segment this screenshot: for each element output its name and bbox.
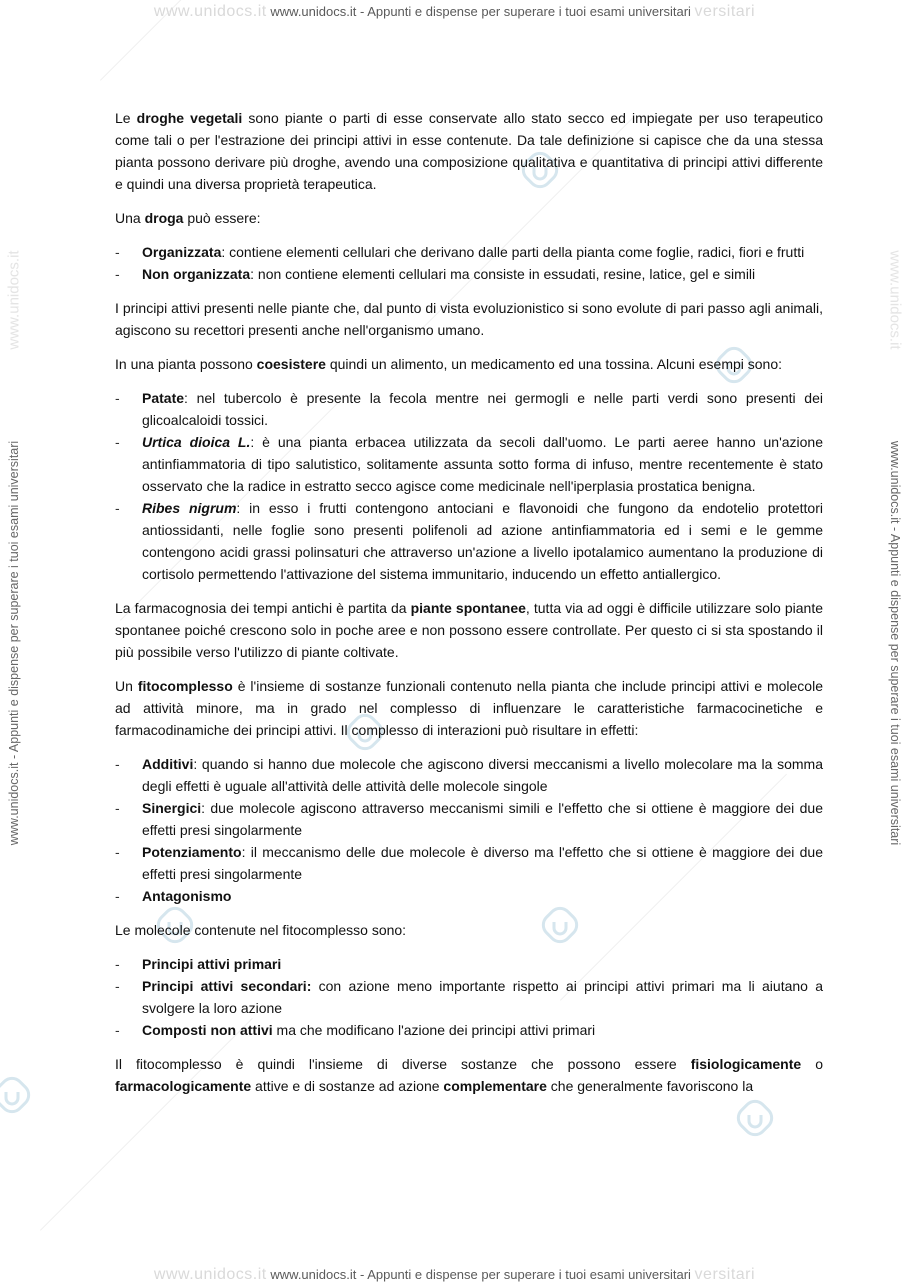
list-item: - Antagonismo bbox=[115, 888, 232, 904]
watermark-header: www.unidocs.it www.unidocs.it - Appunti e dispense per superare i tuoi esami universitari versitari bbox=[153, 3, 756, 20]
examples-list bbox=[115, 387, 823, 585]
molecules-list bbox=[115, 953, 823, 1041]
paragraph-fitocomplesso: Un fitocomplesso è l'insieme di sostanze funzionali contenuto nella pianta che include principi attivi e molecole ad attività minore, ma in grado nel complesso di influenzare le caratteristiche farmacocinetiche e farmacodinamiche dei principi attivi. Il complesso di interazioni può risultare in effetti: bbox=[115, 678, 823, 738]
paragraph-farmacognosia: La farmacognosia dei tempi antichi è partita da piante spontanee, tutta via ad oggi è difficile utilizzare solo piante spontanee poiché crescono solo in poche aree e non possono essere controllate. Per questo ci si sta spostando il più possibile verso l'utilizzo di piante coltivate. bbox=[115, 600, 823, 660]
list-item: - Urtica dioica L.: è una pianta erbacea utilizzata da secoli dall'uomo. Le parti aeree hanno un'azione antinfiammatoria di tipo salutistico, solitamente assunta sotto forma di infuso, mentre recentemente è stato osservato che la radice in estratto secco agisce come medicinale nell'iperplasia prostatica benigna. bbox=[115, 434, 824, 494]
paragraph-droghe: Le droghe vegetali sono piante o parti di esse conservate allo stato secco ed impiegate per uso terapeutico come tali o per l'estrazione dei principi attivi in esse contenute. Da tale definizione si capisce che da una stessa pianta possono derivare più droghe, avendo una composizione qualitativa e quantitativa di principi attivi differente e quindi una diversa proprietà terapeutica. bbox=[115, 110, 823, 192]
paragraph-coesistere: In una pianta possono coesistere quindi un alimento, un medicamento ed una tossina. Alcuni esempi sono: bbox=[115, 356, 783, 372]
paragraph-molecole: Le molecole contenute nel fitocomplesso sono: bbox=[115, 922, 407, 938]
list-item: - Potenziamento: il meccanismo delle due molecole è diverso ma l'effetto che si ottiene è maggiore dei due effetti presi singolarmente bbox=[115, 844, 823, 882]
list-item: - Non organizzata: non contiene elementi cellulari ma consiste in essudati, resine, latice, gel e simili bbox=[115, 266, 756, 282]
watermark-right: www.unidocs.it - Appunti e dispense per superare i tuoi esami universitari bbox=[888, 440, 902, 846]
list-item: - Ribes nigrum: in esso i frutti contengono antociani e flavonoidi che fungono da endotelio protettori antiossidanti, nelle foglie sono presenti polifenoli ad azione antinfiammatoria ed i semi e le gemme contengono acidi grassi polinsaturi che attraverso un'azione a livello ipotalamico aumentano la produzione di cortisolo permettendo l'attivazione del sistema immunitario, inducendo un effetto antiallergico. bbox=[115, 500, 823, 582]
watermark-footer: www.unidocs.it www.unidocs.it - Appunti e dispense per superare i tuoi esami universitari versitari bbox=[153, 1266, 756, 1283]
watermark-left-faint: www.unidocs.it bbox=[5, 250, 23, 350]
list-item: - Additivi: quando si hanno due molecole che agiscono diversi meccanismi a livello molecolare ma la somma degli effetti è uguale all'attività delle attività delle molecole singole bbox=[115, 756, 823, 794]
list-item: - Patate: nel tubercolo è presente la fecola mentre nei germogli e nelle parti verdi sono presenti dei glicoalcaloidi tossici. bbox=[115, 390, 823, 428]
watermark-left: www.unidocs.it - Appunti e dispense per superare i tuoi esami universitari bbox=[7, 440, 21, 846]
paragraph-principi-attivi: I principi attivi presenti nelle piante che, dal punto di vista evoluzionistico si sono evolute di pari passo agli animali, agiscono su recettori presenti anche nell'organismo umano. bbox=[115, 300, 823, 338]
document-body bbox=[115, 107, 823, 1109]
watermark-right-faint: www.unidocs.it bbox=[886, 250, 904, 350]
list-item: - Sinergici: due molecole agiscono attraverso meccanismi simili e l'effetto che si ottiene è maggiore dei due effetti presi singolarmente bbox=[115, 800, 823, 838]
droga-type-list bbox=[115, 241, 823, 285]
unidocs-logo-icon bbox=[0, 1075, 32, 1115]
list-item: - Principi attivi primari bbox=[115, 956, 282, 972]
list-item: - Organizzata: contiene elementi cellulari che derivano dalle parti della pianta come foglie, radici, fiori e frutti bbox=[115, 244, 805, 260]
paragraph-fitocomplesso-summary: Il fitocomplesso è quindi l'insieme di diverse sostanze che possono essere fisiologicamente o farmacologicamente attive e di sostanze ad azione complementare che generalmente favoriscono la bbox=[115, 1056, 823, 1094]
list-item: - Principi attivi secondari: con azione meno importante rispetto ai principi attivi primari ma li aiutano a svolgere la loro azione bbox=[115, 978, 823, 1016]
effects-list bbox=[115, 753, 823, 907]
list-item: - Composti non attivi ma che modificano l'azione dei principi attivi primari bbox=[115, 1022, 596, 1038]
paragraph-droga: Una droga può essere: bbox=[115, 210, 261, 226]
